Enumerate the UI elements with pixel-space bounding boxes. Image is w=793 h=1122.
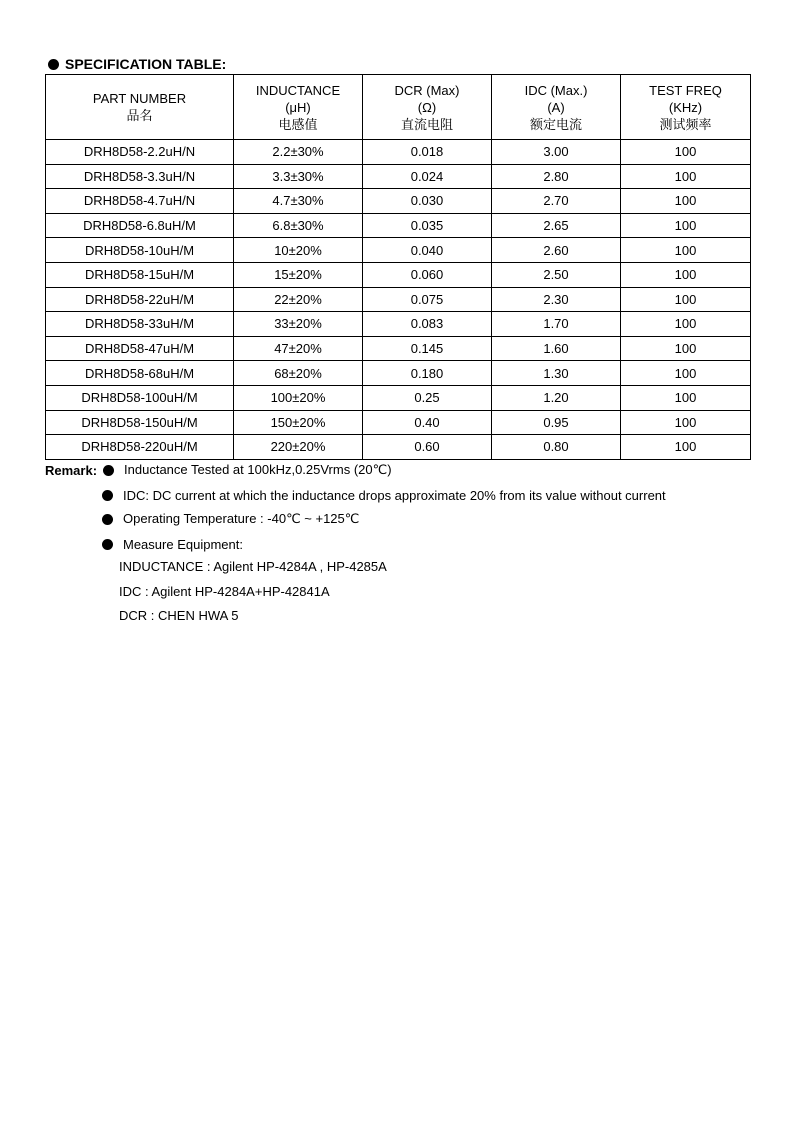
header-line: DCR (Max) bbox=[394, 82, 460, 98]
header-line: 直流电阻 bbox=[400, 116, 453, 132]
cell-dcr: 0.145 bbox=[363, 336, 492, 361]
cell-dcr: 0.083 bbox=[363, 312, 492, 337]
bullet-icon bbox=[102, 490, 113, 501]
specification-table bbox=[45, 74, 751, 460]
header-line: 额定电流 bbox=[529, 116, 582, 132]
remark-item: Measure Equipment: bbox=[123, 536, 243, 552]
cell-inductance: 100±20% bbox=[234, 385, 363, 410]
table-header-row bbox=[46, 75, 751, 140]
remark-row-1 bbox=[45, 461, 392, 479]
cell-idc: 0.95 bbox=[492, 410, 621, 435]
cell-test-freq: 100 bbox=[621, 213, 751, 238]
cell-part-number: DRH8D58-47uH/M bbox=[46, 336, 234, 361]
table-row bbox=[46, 312, 751, 337]
cell-part-number: DRH8D58-22uH/M bbox=[46, 287, 234, 312]
bullet-icon bbox=[48, 59, 59, 70]
cell-part-number: DRH8D58-2.2uH/N bbox=[46, 140, 234, 165]
cell-part-number: DRH8D58-220uH/M bbox=[46, 435, 234, 460]
header-line: (Ω) bbox=[417, 99, 437, 115]
section-title: SPECIFICATION TABLE: bbox=[65, 56, 227, 72]
cell-part-number: DRH8D58-68uH/M bbox=[46, 361, 234, 386]
cell-part-number: DRH8D58-15uH/M bbox=[46, 262, 234, 287]
cell-dcr: 0.180 bbox=[363, 361, 492, 386]
table-row bbox=[46, 238, 751, 263]
table-body bbox=[46, 140, 751, 460]
remark-item: Inductance Tested at 100kHz,0.25Vrms (20℃) bbox=[124, 462, 392, 477]
equipment-dcr: DCR : CHEN HWA 5 bbox=[119, 608, 239, 623]
cell-test-freq: 100 bbox=[621, 189, 751, 214]
remark-row-4 bbox=[102, 535, 243, 553]
cell-test-freq: 100 bbox=[621, 435, 751, 460]
table-row bbox=[46, 213, 751, 238]
header-line: IDC (Max.) bbox=[524, 82, 588, 98]
header-line: 电感值 bbox=[278, 116, 318, 132]
cell-inductance: 47±20% bbox=[234, 336, 363, 361]
cell-idc: 2.30 bbox=[492, 287, 621, 312]
cell-idc: 1.30 bbox=[492, 361, 621, 386]
bullet-icon bbox=[102, 539, 113, 550]
cell-dcr: 0.40 bbox=[363, 410, 492, 435]
header-line: (μH) bbox=[285, 99, 311, 115]
cell-dcr: 0.018 bbox=[363, 140, 492, 165]
cell-dcr: 0.030 bbox=[363, 189, 492, 214]
cell-inductance: 22±20% bbox=[234, 287, 363, 312]
bullet-icon bbox=[102, 514, 113, 525]
header-part-number bbox=[46, 75, 234, 140]
cell-idc: 2.70 bbox=[492, 189, 621, 214]
cell-inductance: 68±20% bbox=[234, 361, 363, 386]
cell-test-freq: 100 bbox=[621, 262, 751, 287]
section-title-row bbox=[48, 55, 226, 73]
table-row bbox=[46, 435, 751, 460]
table-row bbox=[46, 361, 751, 386]
cell-inductance: 150±20% bbox=[234, 410, 363, 435]
cell-inductance: 2.2±30% bbox=[234, 140, 363, 165]
cell-test-freq: 100 bbox=[621, 361, 751, 386]
header-idc bbox=[492, 75, 621, 140]
cell-idc: 2.60 bbox=[492, 238, 621, 263]
header-line: 品名 bbox=[126, 108, 153, 123]
cell-inductance: 3.3±30% bbox=[234, 164, 363, 189]
cell-idc: 2.80 bbox=[492, 164, 621, 189]
header-line: INDUCTANCE bbox=[255, 82, 341, 98]
cell-part-number: DRH8D58-150uH/M bbox=[46, 410, 234, 435]
cell-dcr: 0.25 bbox=[363, 385, 492, 410]
cell-inductance: 220±20% bbox=[234, 435, 363, 460]
table-row bbox=[46, 140, 751, 165]
header-dcr bbox=[363, 75, 492, 140]
cell-test-freq: 100 bbox=[621, 164, 751, 189]
cell-idc: 3.00 bbox=[492, 140, 621, 165]
cell-test-freq: 100 bbox=[621, 385, 751, 410]
cell-part-number: DRH8D58-3.3uH/N bbox=[46, 164, 234, 189]
cell-inductance: 15±20% bbox=[234, 262, 363, 287]
bullet-icon bbox=[103, 465, 114, 476]
cell-dcr: 0.075 bbox=[363, 287, 492, 312]
cell-idc: 1.60 bbox=[492, 336, 621, 361]
table-row bbox=[46, 385, 751, 410]
table-row bbox=[46, 336, 751, 361]
equipment-inductance: INDUCTANCE : Agilent HP-4284A , HP-4285A bbox=[119, 559, 387, 574]
cell-idc: 2.65 bbox=[492, 213, 621, 238]
header-line: (KHz) bbox=[668, 99, 703, 115]
cell-part-number: DRH8D58-33uH/M bbox=[46, 312, 234, 337]
table-row bbox=[46, 189, 751, 214]
cell-part-number: DRH8D58-10uH/M bbox=[46, 238, 234, 263]
cell-inductance: 4.7±30% bbox=[234, 189, 363, 214]
cell-part-number: DRH8D58-100uH/M bbox=[46, 385, 234, 410]
remark-item: IDC: DC current at which the inductance drops approximate 20% from its value without current bbox=[123, 487, 666, 503]
header-line: 测试频率 bbox=[659, 116, 712, 132]
header-line: TEST FREQ bbox=[649, 82, 722, 98]
table-row bbox=[46, 262, 751, 287]
cell-dcr: 0.60 bbox=[363, 435, 492, 460]
cell-idc: 0.80 bbox=[492, 435, 621, 460]
header-inductance bbox=[234, 75, 363, 140]
equipment-idc: IDC : Agilent HP-4284A+HP-42841A bbox=[119, 584, 330, 599]
header-line: (A) bbox=[547, 99, 565, 115]
cell-test-freq: 100 bbox=[621, 336, 751, 361]
cell-part-number: DRH8D58-6.8uH/M bbox=[46, 213, 234, 238]
cell-test-freq: 100 bbox=[621, 287, 751, 312]
cell-test-freq: 100 bbox=[621, 140, 751, 165]
cell-idc: 2.50 bbox=[492, 262, 621, 287]
remark-item: Operating Temperature : -40℃ ~ +125℃ bbox=[123, 511, 360, 526]
cell-dcr: 0.035 bbox=[363, 213, 492, 238]
cell-inductance: 6.8±30% bbox=[234, 213, 363, 238]
cell-idc: 1.20 bbox=[492, 385, 621, 410]
cell-inductance: 10±20% bbox=[234, 238, 363, 263]
cell-dcr: 0.060 bbox=[363, 262, 492, 287]
cell-inductance: 33±20% bbox=[234, 312, 363, 337]
remark-row-3 bbox=[102, 510, 359, 528]
cell-idc: 1.70 bbox=[492, 312, 621, 337]
table-row bbox=[46, 410, 751, 435]
table-row bbox=[46, 164, 751, 189]
header-line: PART NUMBER bbox=[92, 91, 187, 106]
header-test-freq bbox=[621, 75, 751, 140]
cell-test-freq: 100 bbox=[621, 238, 751, 263]
remark-label: Remark: bbox=[45, 462, 98, 478]
cell-test-freq: 100 bbox=[621, 410, 751, 435]
cell-part-number: DRH8D58-4.7uH/N bbox=[46, 189, 234, 214]
cell-test-freq: 100 bbox=[621, 312, 751, 337]
cell-dcr: 0.040 bbox=[363, 238, 492, 263]
table-row bbox=[46, 287, 751, 312]
cell-dcr: 0.024 bbox=[363, 164, 492, 189]
remark-row-2 bbox=[102, 486, 666, 504]
